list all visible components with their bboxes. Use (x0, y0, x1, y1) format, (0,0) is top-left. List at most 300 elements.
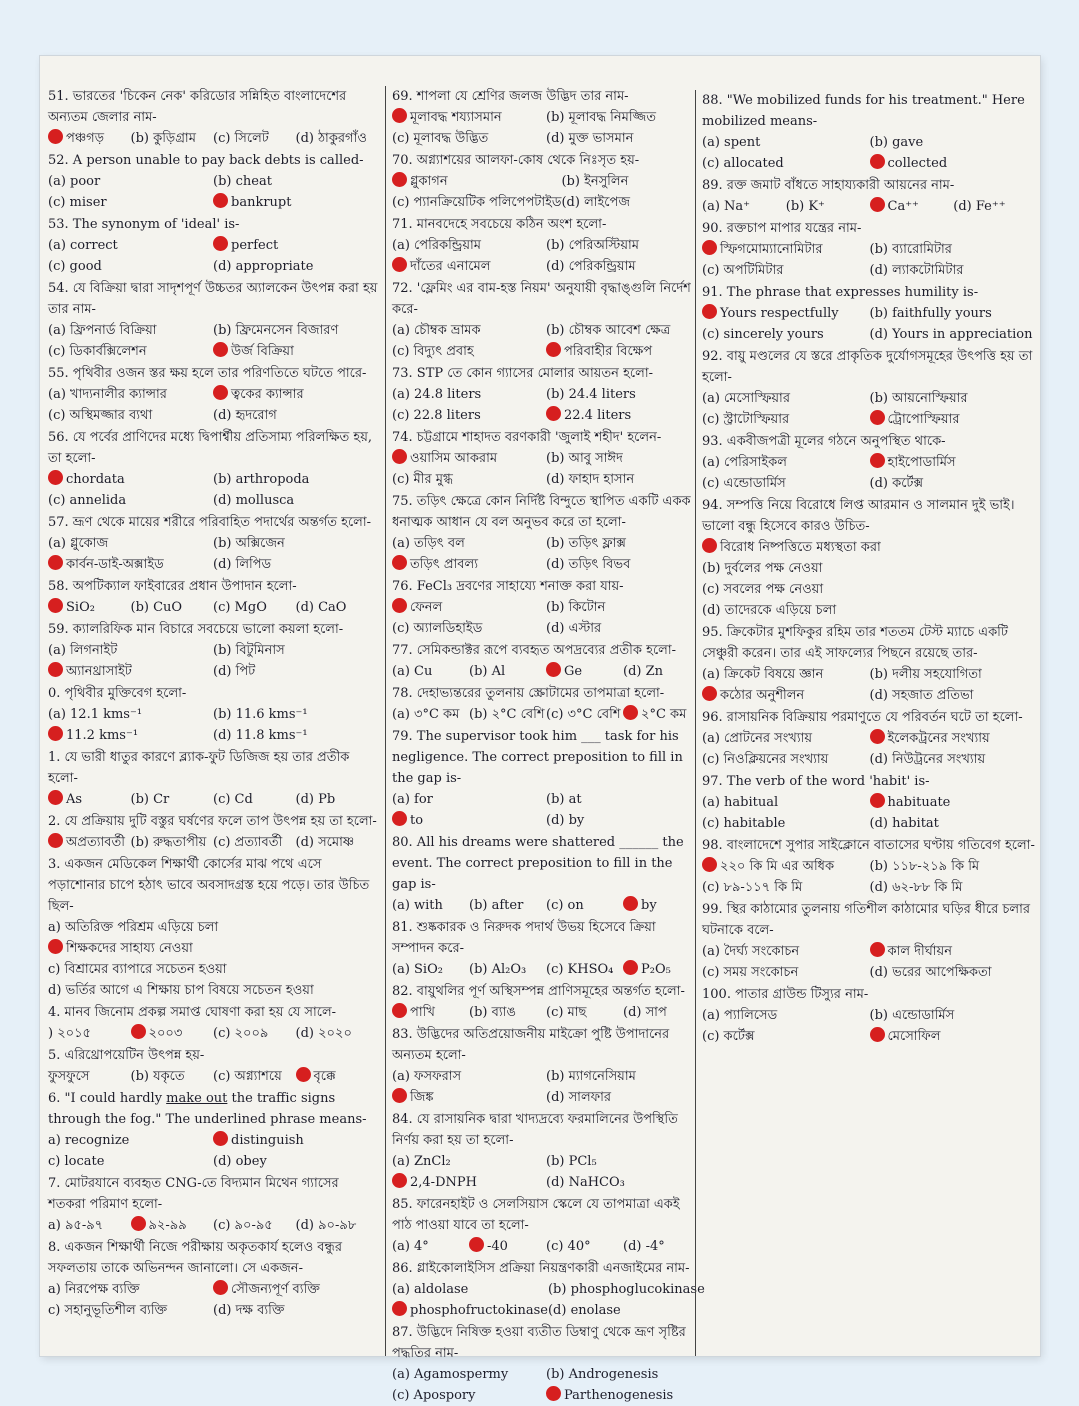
option-label: (d) ঠাকুরগাঁও (295, 131, 367, 146)
option-label: (d) obey (213, 1154, 267, 1169)
option (702, 153, 870, 174)
option-label: (c) ২০০৯ (213, 1026, 269, 1041)
option (870, 132, 1038, 153)
answer-mark-icon (392, 555, 407, 570)
option-label: (d) -4° (623, 1239, 665, 1254)
option-list (48, 469, 378, 511)
option-label: (d) লাইপেজ (561, 195, 630, 210)
option-list (702, 856, 1037, 898)
option-label: (b) cheat (213, 174, 272, 189)
option-label: (d) পেরিকন্ড্রিয়াম (546, 259, 636, 274)
option-list (702, 132, 1037, 174)
answer-mark-icon (213, 236, 228, 251)
option-label: দাঁতের এনামেল (410, 259, 491, 274)
option-marked (870, 153, 1038, 174)
answer-mark-icon (392, 1173, 407, 1188)
option-marked (623, 704, 700, 725)
option (392, 789, 546, 810)
option-label: (d) habitat (869, 816, 939, 831)
option-label: মূলাবদ্ধ শয্যাসমান (410, 110, 502, 125)
option-list (392, 107, 700, 149)
option (546, 128, 700, 149)
option (870, 813, 1038, 834)
option (131, 789, 214, 810)
option (213, 256, 378, 277)
answer-mark-icon (48, 129, 63, 144)
option-label: (c) মীর মুগ্ধ (392, 472, 453, 487)
option-label: (a) লিগনাইট (48, 643, 118, 658)
option-label: (c) মূলাবদ্ধ উদ্ভিত (392, 131, 489, 146)
option-label: (c) অ্যালডিহাইড (392, 621, 483, 636)
option (48, 959, 378, 980)
answer-mark-icon (870, 729, 885, 744)
option (392, 618, 546, 639)
answer-mark-icon (469, 1237, 484, 1252)
option-label: (c) অস্থিমজ্জার ব্যথা (48, 408, 153, 423)
option-marked (392, 1087, 546, 1108)
option (213, 1151, 378, 1172)
option-list (48, 1279, 378, 1321)
option-label: অ্যানথ্রাসাইট (66, 664, 132, 679)
option (213, 789, 296, 810)
option (213, 405, 378, 426)
option (392, 128, 546, 149)
option-marked (131, 1215, 214, 1236)
option (546, 597, 700, 618)
option-label: পাখি (410, 1005, 435, 1020)
question-item (48, 512, 378, 575)
question-text: 87. উদ্ভিদে নিষিক্ত হওয়া ব্যতীত ডিম্বাণু থেকে ভ্রূণ সৃষ্টির পদ্ধতির নাম- (392, 1325, 686, 1361)
answer-mark-icon (870, 793, 885, 808)
option-list (702, 388, 1037, 430)
option-list (392, 959, 700, 980)
option (702, 792, 870, 813)
option (546, 1002, 623, 1023)
option (392, 235, 546, 256)
answer-mark-icon (870, 154, 885, 169)
question-text: 97. The verb of the word 'habit' is- (702, 774, 930, 789)
option-label: 22.4 liters (564, 408, 632, 423)
option-list (392, 597, 700, 639)
question-item (392, 981, 700, 1023)
question-item (48, 811, 378, 853)
question-text: 57. ভ্রূণ থেকে মায়ের শরীরে পরিবাহিত পদার্থের অন্তর্গত হলো- (48, 515, 372, 530)
option-label: perfect (231, 238, 279, 253)
option (702, 324, 870, 345)
option-list (702, 239, 1037, 281)
option-label: (b) after (469, 898, 524, 913)
option (546, 107, 700, 128)
option (213, 171, 378, 192)
option (48, 171, 213, 192)
option (392, 405, 546, 426)
option-label: (b) দুর্বলের পক্ষ নেওয়া (702, 561, 823, 576)
option (561, 171, 700, 192)
option-label: (b) 24.4 liters (546, 387, 636, 402)
option-label: c) বিশ্রামের ব্যাপারে সচেতন হওয়া (48, 962, 227, 977)
question-item (392, 150, 700, 213)
question-text: 52. A person unable to pay back debts is called- (48, 153, 364, 168)
answer-mark-icon (392, 811, 407, 826)
option-label: (d) ভরের আপেক্ষিকতা (869, 965, 992, 980)
option-label: (d) দক্ষ ব্যক্তি (213, 1303, 285, 1318)
option (48, 980, 378, 1001)
option (392, 192, 561, 213)
question-item (48, 363, 378, 426)
option (48, 341, 213, 362)
option (702, 1026, 870, 1047)
option-marked (48, 938, 378, 959)
option-label: (d) mollusca (213, 493, 295, 508)
option-label: -40 (487, 1239, 508, 1254)
question-paper (40, 56, 1040, 1403)
option-label: chordata (66, 472, 125, 487)
option (213, 490, 378, 511)
option-label: (a) ৩°C কম (392, 707, 460, 722)
option-marked (48, 832, 131, 853)
question-item (48, 683, 378, 746)
option-label: (a) SiO₂ (392, 962, 443, 977)
option (48, 1130, 213, 1151)
question-item (702, 431, 1037, 494)
option-label: (c) 40° (546, 1239, 591, 1254)
option (870, 856, 1038, 877)
option-label: পরিবাহীর বিক্ষেপ (564, 344, 653, 359)
option (213, 1023, 296, 1044)
option-label: (a) habitual (702, 795, 779, 810)
answer-mark-icon (296, 1067, 311, 1082)
question-text: 90. রক্তচাপ মাপার যন্ত্রের নাম- (702, 221, 862, 236)
question-text: 76. FeCl₃ দ্রবণের সাহায্যে শনাক্ত করা যায়- (392, 579, 624, 594)
option-list (48, 704, 378, 746)
question-item (702, 495, 1037, 621)
option-list (48, 1066, 378, 1087)
question-text: 100. পাতার গ্রাউন্ড টিস্যুর নাম- (702, 987, 869, 1002)
option (296, 597, 379, 618)
option (546, 1066, 700, 1087)
option (870, 239, 1038, 260)
option (392, 1236, 469, 1257)
option-marked (213, 192, 378, 213)
option (870, 260, 1038, 281)
option-label: (a) aldolase (392, 1282, 469, 1297)
option-label: হাইপোডার্মিস (887, 455, 956, 470)
option-label: (b) ২°C বেশি (469, 707, 545, 722)
option-label: (b) K⁺ (785, 199, 825, 214)
question-item (702, 707, 1037, 770)
option-label: a) নিরপেক্ষ ব্যক্তি (48, 1282, 140, 1297)
option-marked (870, 792, 1038, 813)
option-marked (702, 303, 870, 324)
option-list (392, 448, 700, 490)
question-item (702, 90, 1037, 174)
option (561, 192, 700, 213)
option (48, 704, 213, 725)
option-label: (d) Fe⁺⁺ (953, 199, 1006, 214)
option (702, 600, 1037, 621)
answer-mark-icon (546, 1386, 561, 1401)
option-label: কাল দীর্ঘায়ন (887, 944, 952, 959)
option-label: to (410, 813, 424, 828)
question-item (702, 175, 1037, 217)
question-text: 55. পৃথিবীর ওজন স্তর ক্ষয় হলে তার পরিণতিতে ঘটতে পারে- (48, 366, 367, 381)
option-label: (b) বিটুমিনাস (213, 643, 285, 658)
option-label: সৌজন্যপূর্ণ ব্যক্তি (231, 1282, 320, 1297)
option (702, 941, 870, 962)
answer-mark-icon (870, 197, 885, 212)
option-label: ২২০ কি মি এর অধিক (720, 859, 835, 874)
option-label: (c) প্যানক্রিয়েটিক পলিপেপটাইড (392, 195, 562, 210)
option-label: (d) নিউট্রনের সংখ্যায় (869, 752, 986, 767)
option (702, 813, 870, 834)
option (213, 320, 378, 341)
question-item (702, 899, 1037, 983)
option (546, 554, 700, 575)
option-label: (c) সময় সংকোচন (702, 965, 799, 980)
option-label: (b) Androgenesis (546, 1367, 659, 1382)
option (546, 1364, 700, 1385)
option-list (702, 664, 1037, 706)
option (213, 597, 296, 618)
option (546, 469, 700, 490)
question-item (48, 1237, 378, 1321)
option-label: (c) সিলেট (213, 131, 269, 146)
option-label: গ্লুকাগন (410, 174, 448, 189)
question-text: 4. মানব জিনোম প্রকল্প সমাপ্ত ঘোষণা করা হয় যে সালে- (48, 1005, 337, 1020)
option-label: (d) তড়িৎ বিভব (546, 557, 631, 572)
column-middle (385, 86, 705, 1403)
option-label: (b) ব্যাঙ (469, 1005, 516, 1020)
option-label: (a) ক্রিকেট বিষয়ে জ্ঞান (702, 667, 824, 682)
question-item (392, 278, 700, 362)
option-label: (a) ফসফরাস (392, 1069, 462, 1084)
option (213, 1066, 296, 1087)
option-list (702, 728, 1037, 770)
answer-mark-icon (48, 833, 63, 848)
answer-mark-icon (213, 385, 228, 400)
option-label: (b) দলীয় সহযোগিতা (869, 667, 982, 682)
option-label: (d) appropriate (213, 259, 314, 274)
option (546, 789, 700, 810)
answer-mark-icon (702, 304, 717, 319)
question-item (702, 218, 1037, 281)
option-label: (c) KHSO₄ (546, 962, 614, 977)
option-label: (c) ৩°C বেশি (546, 707, 621, 722)
option-label: (c) miser (48, 195, 107, 210)
option-list (392, 704, 700, 725)
option-label: c) locate (48, 1154, 105, 1169)
option (702, 388, 870, 409)
question-text: 81. শুষ্ককারক ও নিরুদক পদার্থ উভয় হিসেবে ক্রিয়া সম্পাদন করে- (392, 920, 656, 956)
option (48, 384, 213, 405)
answer-mark-icon (48, 598, 63, 613)
question-item (48, 427, 378, 511)
answer-mark-icon (392, 257, 407, 272)
option (546, 959, 623, 980)
question-text: 51. ভারতের 'চিকেন নেক' করিডোর সন্নিহিত বাংলাদেশের অন্যতম জেলার নাম- (48, 89, 347, 125)
option (48, 1279, 213, 1300)
option-label: (d) 11.8 kms⁻¹ (213, 728, 308, 743)
option-label: ৯২-৯৯ (148, 1218, 187, 1233)
option-label: উর্জ বিক্রিয়া (231, 344, 294, 359)
option-list (48, 235, 378, 277)
option-marked (870, 941, 1038, 962)
question-text: 84. যে রাসায়নিক দ্বারা খাদ্যদ্রব্যে ফরমালিনের উপস্থিতি নির্ণয় করা হয় তা হলো- (392, 1112, 678, 1148)
option-label: a) ৯৫-৯৭ (48, 1218, 104, 1233)
question-text: 94. সম্পত্তি নিয়ে বিরোধে লিপ্ত আরমান ও সালমান দুই ভাই। ভালো বন্ধু হিসেবে কারও উচিত- (702, 498, 1015, 534)
option-label: (a) 24.8 liters (392, 387, 482, 402)
option (213, 533, 378, 554)
option-label: (c) কর্টেক্স (702, 1029, 755, 1044)
answer-mark-icon (392, 449, 407, 464)
option-marked (870, 1026, 1038, 1047)
option (213, 832, 296, 853)
option-label: (d) Zn (623, 664, 664, 679)
option (870, 388, 1038, 409)
option-label: (b) gave (869, 135, 924, 150)
option (48, 320, 213, 341)
option-label: (c) sincerely yours (702, 327, 824, 342)
option-label: distinguish (231, 1133, 304, 1148)
answer-mark-icon (392, 172, 407, 187)
option-label: (b) ম্যাগনেসিয়াম (546, 1069, 636, 1084)
question-text: 1. যে ভারী ধাতুর কারণে ব্ল্যাক-ফুট ডিজিজ হয় তার প্রতীক হলো- (48, 750, 350, 786)
question-text: 56. যে পর্বের প্রাণিদের মধ্যে দ্বিপার্শ্বীয় প্রতিসাম্য পরিলক্ষিত হয়, তা হলো- (48, 430, 373, 466)
question-text: 83. উদ্ভিদের অতিপ্রয়োজনীয় মাইক্রো পুষ্টি উপাদানের অন্যতম হলো- (392, 1027, 670, 1063)
option (786, 196, 870, 217)
option-list (392, 1066, 700, 1108)
option (546, 1151, 700, 1172)
option-list (392, 895, 700, 916)
option-list (392, 661, 700, 682)
question-item (392, 917, 700, 980)
question-item (392, 363, 700, 426)
question-text: 95. ক্রিকেটার মুশফিকুর রহিম তার শততম টেস্ট ম্যাচে একটি সেঞ্চুরী করেন। তার এই সাফল্যের পিছনে রয়েছে তার- (702, 625, 1008, 661)
option (469, 661, 546, 682)
option-label: by (641, 898, 657, 913)
option-marked (392, 810, 546, 831)
option-marked (623, 895, 700, 916)
option-label: তড়িৎ প্রাবল্য (410, 557, 478, 572)
option-label: কঠোর অনুশীলন (720, 688, 805, 703)
option-label: (c) ডিকার্বক্সিলেশন (48, 344, 147, 359)
option (48, 917, 378, 938)
answer-mark-icon (870, 942, 885, 957)
option (469, 895, 546, 916)
question-text: 54. যে বিক্রিয়া দ্বারা সাদৃশপূর্ণ উচ্চতর অ্যালকেন উৎপন্ন করা হয় তার নাম- (48, 281, 378, 317)
option (546, 256, 700, 277)
option-label: As (66, 792, 83, 807)
option-label: (c) বিদ্যুৎ প্রবাহ (392, 344, 474, 359)
option-label: (b) phosphoglucokinase (547, 1282, 705, 1297)
option (296, 832, 379, 853)
option-label: (b) ইনসুলিন (561, 174, 629, 189)
question-item (48, 1173, 378, 1236)
option-marked (392, 1172, 546, 1193)
option-marked (702, 856, 870, 877)
question-item (48, 1045, 378, 1087)
option (548, 1279, 705, 1300)
option (702, 579, 1037, 600)
option (546, 895, 623, 916)
option-label: collected (887, 156, 948, 171)
option-label: ফুসফুসে (48, 1069, 90, 1084)
option-label: (d) NaHCO₃ (546, 1175, 625, 1190)
question-item (48, 1088, 378, 1172)
option-label: (d) সমোষ্ণ (295, 835, 355, 850)
option (48, 1066, 131, 1087)
option-label: (c) স্ট্রাটোস্ফিয়ার (702, 412, 790, 427)
option-label: (b) ফ্রিমেনসেন বিজারণ (213, 323, 339, 338)
option (870, 962, 1038, 983)
option-label: (d) পিট (213, 664, 256, 679)
question-text: 2. যে প্রক্রিয়ায় দুটি বস্তুর ঘর্ষণের ফলে তাপ উৎপন্ন হয় তা হলো- (48, 814, 377, 829)
option-marked (213, 384, 378, 405)
answer-mark-icon (702, 538, 717, 553)
option (870, 303, 1038, 324)
answer-mark-icon (392, 1088, 407, 1103)
option-label: (c) অগ্ন্যাশয়ে (213, 1069, 282, 1084)
option-label: ২°C কম (641, 707, 687, 722)
option (213, 1300, 378, 1321)
option-list (48, 171, 378, 213)
option (392, 384, 546, 405)
option-label: (c) সবলের পক্ষ নেওয়া (702, 582, 824, 597)
option-list (702, 196, 1037, 217)
option (702, 473, 870, 494)
option (392, 1364, 546, 1385)
question-text: 98. বাংলাদেশে সুপার সাইক্লোনে বাতাসের ঘণ্টায় গতিবেগ হলো- (702, 838, 1035, 853)
question-item (48, 278, 378, 362)
question-text: 91. The phrase that expresses humility is- (702, 285, 979, 300)
option-label: (b) faithfully yours (869, 306, 992, 321)
option (48, 490, 213, 511)
option-label: Yours respectfully (720, 306, 839, 321)
option (546, 1172, 700, 1193)
question-text: 73. STP তে কোন গ্যাসের মোলার আয়তন হলো- (392, 366, 653, 381)
option-label: ওয়াসিম আকরাম (410, 451, 498, 466)
option-label: (b) CuO (130, 600, 183, 615)
option-label: (a) পেরিকন্ড্রিয়াম (392, 238, 481, 253)
option-label: ) ২০১৫ (48, 1026, 91, 1041)
option (392, 1385, 546, 1406)
option-label: (b) মূলাবদ্ধ নিমজ্জিত (546, 110, 656, 125)
question-text: 58. অপটিক্যাল ফাইবারের প্রধান উপাদান হলো- (48, 579, 297, 594)
option-marked (469, 1236, 546, 1257)
option (392, 469, 546, 490)
option-marked (48, 128, 131, 149)
option-label: (a) Na⁺ (702, 199, 751, 214)
question-item (392, 214, 700, 277)
option (702, 1005, 870, 1026)
option-label: phosphofructokinase (410, 1303, 548, 1318)
answer-mark-icon (702, 686, 717, 701)
option-label: habituate (887, 795, 951, 810)
option-label: (d) সালফার (546, 1090, 612, 1105)
question-item (48, 1002, 378, 1044)
option (48, 1300, 213, 1321)
question-item (392, 1322, 700, 1406)
option (623, 1236, 700, 1257)
option (48, 640, 213, 661)
question-item (392, 491, 700, 575)
question-item (702, 282, 1037, 345)
option-list (392, 320, 700, 362)
question-text: 79. The supervisor took him ___ task for his negligence. The correct preposition to fill in the gap is- (392, 729, 683, 786)
question-item (702, 835, 1037, 898)
question-text: 77. সেমিকন্ডাক্টর রূপে ব্যবহৃত অপদ্রব্যের প্রতীক হলো- (392, 643, 677, 658)
answer-mark-icon (702, 857, 717, 872)
